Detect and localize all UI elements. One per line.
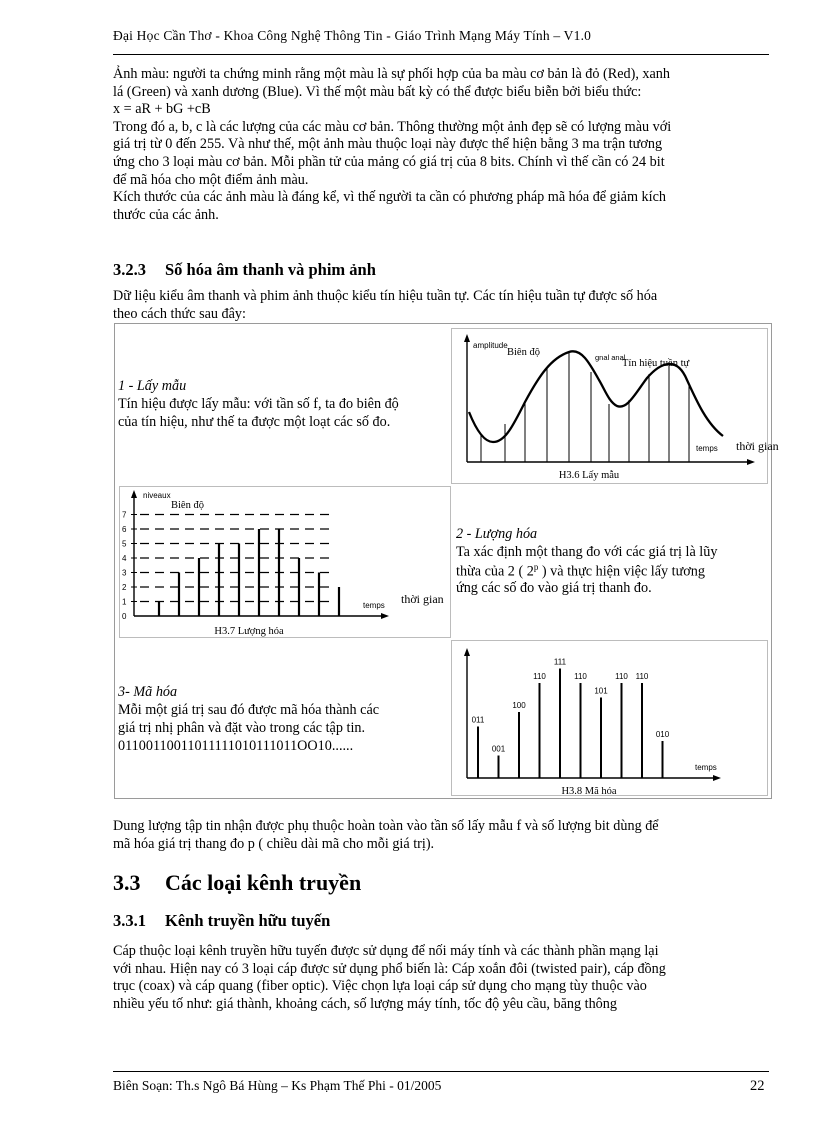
step2-title: 2 - Lượng hóa bbox=[456, 526, 538, 542]
section-number: 3.3 bbox=[113, 870, 141, 895]
page-number: 22 bbox=[750, 1078, 765, 1094]
text-line: Ảnh màu: người ta chứng minh rằng một màu là sự phối hợp của ba màu cơ bản là đỏ (Red), xanh bbox=[113, 66, 670, 82]
x-axis-arrow bbox=[747, 459, 755, 465]
coded-bars bbox=[472, 658, 670, 779]
text-line: Cáp thuộc loại kênh truyền hữu tuyến được sử dụng để nối máy tính và các thành phần mạng lại bbox=[113, 943, 659, 959]
y-axis-label: niveaux bbox=[143, 491, 171, 500]
level-tick-label: 3 bbox=[122, 568, 127, 578]
text-line: lá (Green) và xanh dương (Blue). Vì thế một màu bất kỳ có thể được biểu biễn bởi biểu thức: bbox=[113, 83, 642, 100]
y-axis-arrow bbox=[464, 648, 470, 656]
step3-line: Mỗi một giá trị sau đó được mã hóa thành các bbox=[118, 702, 380, 718]
text-line: Trong đó a, b, c là các lượng của các màu cơ bản. Thông thường một ảnh đẹp sẽ có lượng màu với bbox=[113, 118, 672, 135]
header-rule bbox=[113, 54, 769, 55]
paragraph-file-size bbox=[113, 818, 763, 853]
section-number: 3.3.1 bbox=[113, 911, 146, 930]
y-axis-arrow bbox=[131, 490, 137, 498]
step1-line: Tín hiệu được lấy mẫu: với tần số f, ta đo biên độ bbox=[118, 396, 399, 412]
step2-line: ứng các số đo vào giá trị thanh đo. bbox=[456, 580, 652, 596]
text-line: ứng cho 3 loại màu cơ bản. Mỗi phần tử của mảng có giá trị của 8 bits. Chính vì thế cần có 24 bit bbox=[113, 153, 665, 170]
step1-title: 1 - Lấy mẫu bbox=[118, 378, 187, 394]
step2-line-part: thừa của 2 ( 2 bbox=[456, 563, 534, 580]
signal-label-fr: gnal anal bbox=[595, 353, 626, 362]
level-tick-label: 6 bbox=[122, 525, 127, 534]
text-line: theo cách thức sau đây: bbox=[113, 305, 246, 322]
figure-caption: H3.8 Mã hóa bbox=[561, 786, 617, 797]
binary-stream: 01100110011011111010111011OO10...... bbox=[118, 738, 354, 754]
text-line: mã hóa giá trị thang đo p ( chiều dài mã cho mỗi giá trị). bbox=[113, 835, 435, 852]
x-axis-label: temps bbox=[363, 601, 385, 610]
code-label: 110 bbox=[533, 672, 546, 681]
x-axis-arrow bbox=[713, 775, 721, 781]
step2-line-part: ) và thực hiện việc lấy tương bbox=[538, 563, 705, 580]
section-title: Số hóa âm thanh và phim ảnh bbox=[165, 260, 376, 279]
section-title: Kênh truyền hữu tuyến bbox=[165, 911, 331, 930]
level-tick-label: 0 bbox=[122, 612, 127, 621]
quantization-chart bbox=[119, 486, 449, 640]
level-tick-label: 7 bbox=[122, 510, 127, 520]
section-title: Các loại kênh truyền bbox=[165, 870, 362, 895]
step3-line: giá trị nhị phân và đặt vào trong các tập tin. bbox=[118, 720, 366, 736]
amplitude-label: Biên độ bbox=[171, 500, 204, 511]
y-axis-arrow bbox=[464, 334, 470, 342]
code-label: 101 bbox=[594, 686, 608, 696]
code-label: 100 bbox=[512, 701, 526, 710]
level-tick-label: 1 bbox=[122, 597, 127, 607]
text-line: Dữ liệu kiểu âm thanh và phim ảnh thuộc kiểu tín hiệu tuần tự. Các tín hiệu tuần tự được số hóa bbox=[113, 288, 658, 304]
step2-line: Ta xác định một thang đo với các giá trị là lũy bbox=[456, 544, 718, 560]
digitization-figure-frame bbox=[114, 323, 779, 799]
text-line: thước của các ảnh. bbox=[113, 206, 219, 223]
x-axis-label: temps bbox=[696, 444, 718, 453]
footer-rule bbox=[113, 1071, 769, 1072]
text-line: Kích thước của các ảnh màu là đáng kể, vì thế người ta cần có phương pháp mã hóa để giảm kích bbox=[113, 189, 666, 206]
code-label: 110 bbox=[635, 672, 649, 681]
code-label: 011 bbox=[471, 715, 485, 725]
text-line: nhiều yếu tố như: giá thành, khoảng cách, số lượng máy tính, tốc độ yêu cầu, băng thông bbox=[113, 995, 617, 1012]
figure-caption: H3.7 Lượng hóa bbox=[214, 626, 284, 637]
text-line: trục (coax) và cáp quang (fiber optic). Việc chọn lựa loại cáp sử dụng cho mạng tùy thuộc vào bbox=[113, 978, 647, 995]
code-label: 001 bbox=[491, 744, 506, 754]
exponent: p bbox=[533, 562, 539, 572]
section-heading-3-3 bbox=[113, 870, 361, 896]
amplitude-label: Biên độ bbox=[507, 347, 540, 358]
time-label: thời gian bbox=[736, 439, 779, 453]
code-label: 010 bbox=[655, 730, 670, 739]
y-axis-label: amplitude bbox=[473, 341, 508, 350]
level-tick-label: 2 bbox=[122, 583, 127, 592]
x-axis-arrow bbox=[381, 613, 389, 619]
text-line: giá trị từ 0 đến 255. Và như thế, một ảnh màu thuộc loại này được thể hiện bằng 3 ma trận tương bbox=[113, 136, 663, 153]
paragraph-sequential-signals bbox=[113, 288, 763, 323]
paragraph-wired-channels bbox=[113, 943, 763, 1013]
x-axis-label: temps bbox=[695, 763, 717, 772]
level-tick-label: 4 bbox=[122, 554, 127, 563]
text-line: Dung lượng tập tin nhận được phụ thuộc hoàn toàn vào tần số lấy mẫu f và số lượng bit dùng để bbox=[113, 818, 659, 834]
page-header: Đại Học Cần Thơ - Khoa Công Nghệ Thông Tin - Giáo Trình Mạng Máy Tính – V1.0 bbox=[113, 28, 592, 43]
paragraph-color-image bbox=[113, 66, 763, 224]
text-line: để mã hóa cho một điểm ảnh màu. bbox=[113, 171, 309, 188]
text-line: với nhau. Hiện nay có 3 loại cáp được sử dụng phổ biến là: Cáp xoắn đôi (twisted pair), cáp đồng bbox=[113, 960, 666, 977]
code-label: 111 bbox=[553, 657, 567, 667]
level-dashes bbox=[140, 515, 333, 602]
step2-line bbox=[456, 562, 705, 581]
coding-chart bbox=[451, 640, 769, 798]
text-line: x = aR + bG +cB bbox=[113, 101, 211, 118]
code-label: 110 bbox=[574, 672, 587, 681]
section-heading-3-3-1 bbox=[113, 911, 330, 931]
signal-label: Tín hiệu tuần tự bbox=[622, 358, 690, 369]
step1-line: của tín hiệu, như thế ta được một loạt các số đo. bbox=[118, 414, 391, 430]
level-tick-label: 5 bbox=[122, 539, 127, 549]
time-label: thời gian bbox=[401, 592, 444, 606]
step3-title: 3- Mã hóa bbox=[118, 684, 178, 700]
section-heading-3-2-3 bbox=[113, 260, 376, 280]
figure-caption: H3.6 Lấy mẫu bbox=[558, 470, 620, 481]
page-footer: Biên Soạn: Th.s Ngô Bá Hùng – Ks Phạm Thế Phi - 01/2005 bbox=[113, 1078, 442, 1093]
sampling-chart bbox=[451, 328, 769, 482]
section-number: 3.2.3 bbox=[113, 260, 146, 279]
level-ticks bbox=[122, 511, 137, 622]
code-label: 110 bbox=[615, 672, 628, 681]
